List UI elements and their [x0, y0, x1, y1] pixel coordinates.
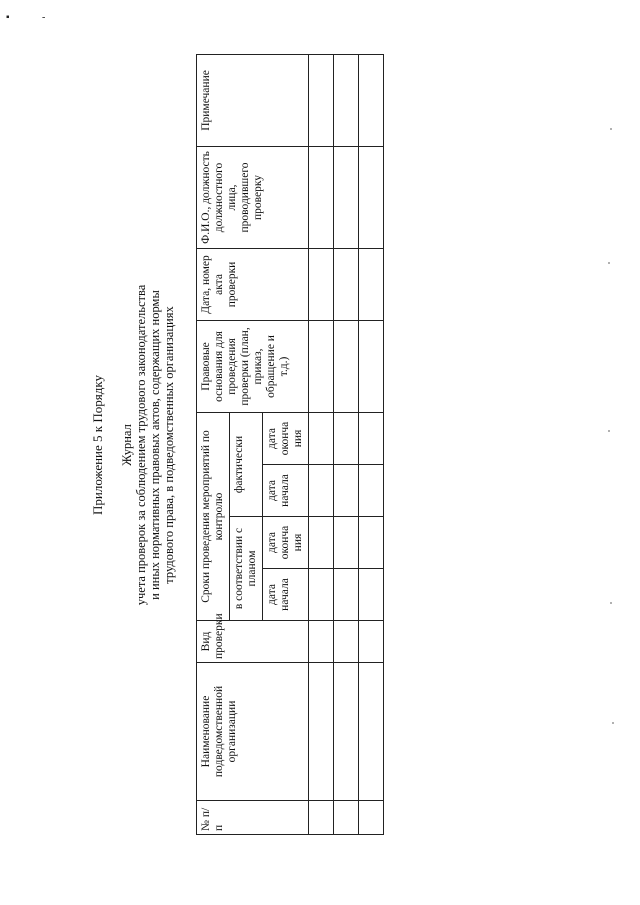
title-line: трудового права, в подведомственных организациях [162, 306, 176, 584]
title-heading: Журнал [120, 424, 134, 466]
scan-dot [608, 262, 610, 264]
col-header-dates: Сроки проведения мероприятий по контролю [197, 412, 230, 620]
col-header-plan-end: дата оконча ния [263, 517, 309, 569]
col-header-person: Ф.И.О., должность должностного лица, проводившего проверку [197, 146, 309, 248]
scan-dot [610, 128, 612, 130]
col-header-org: Наименование подведомственной организации [197, 663, 309, 801]
col-header-note: Примечание [197, 54, 309, 146]
col-header-act: Дата, номер акта проверки [197, 248, 309, 320]
scan-dot [610, 602, 612, 604]
col-header-fact: фактически [230, 412, 263, 516]
title-line: и иных нормативных правовых актов, содержащих нормы [148, 290, 162, 600]
title-line: учета проверок за соблюдением трудового законодательства [134, 284, 148, 606]
appendix-caption: Приложение 5 к Порядку [90, 375, 105, 515]
rotated-page [90, 55, 420, 835]
col-header-fact-start: дата начала [263, 465, 309, 517]
table-row [334, 54, 359, 834]
col-header-plan-start: дата начала [263, 569, 309, 621]
scan-marks [6, 12, 45, 23]
col-header-plan: в соответствии с планом [230, 517, 263, 621]
scan-dot [612, 722, 614, 724]
scan-mark-1: ▪ [6, 12, 10, 23]
scan-mark-2: - [42, 12, 46, 23]
table-row [309, 54, 334, 834]
table-row [359, 54, 384, 834]
col-header-fact-end: дата оконча ния [263, 412, 309, 464]
journal-title [120, 55, 176, 835]
header-row-1 [197, 54, 230, 834]
scan-dot [608, 430, 610, 432]
journal-table [196, 54, 384, 835]
col-header-type: Вид проверки [197, 621, 309, 663]
col-header-num: № п/п [197, 801, 309, 835]
col-header-legal: Правовые основания для проведения проверки (план, приказ, обращение и т.д.) [197, 320, 309, 412]
